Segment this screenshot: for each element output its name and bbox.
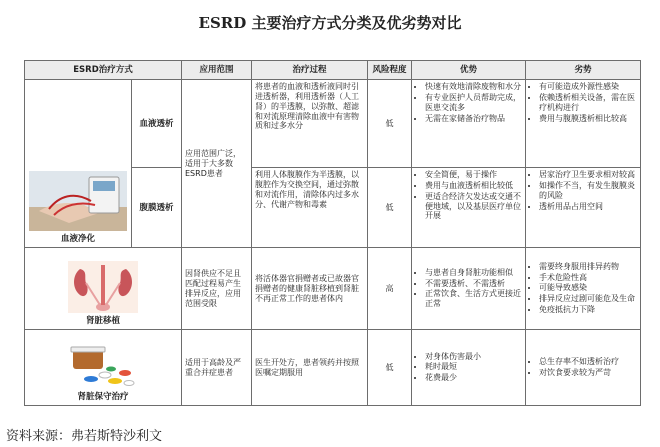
transplant-pros [412, 248, 526, 330]
table-row [25, 330, 641, 406]
pills-illustration [63, 345, 143, 389]
transplant-label: 肾脏移植 [85, 316, 120, 326]
list-item: • 依赖透析相关设备，需在医疗机构进行 [539, 93, 637, 113]
list-item: • 如操作不当，有发生腹膜炎的风险 [539, 181, 637, 201]
peritoneal-label: 腹膜透析 [132, 168, 182, 248]
kidney-illustration [68, 261, 138, 313]
list-item: • 居家治疗卫生要求相对较高 [539, 170, 637, 180]
conservative-cell [25, 330, 182, 406]
conservative-cons [526, 330, 641, 406]
transplant-cons [526, 248, 641, 330]
list-item: • 无需在家储备治疗物品 [425, 114, 522, 124]
header-cons: 劣势 [526, 61, 641, 80]
list-item: • 免疫抵抗力下降 [539, 305, 637, 315]
hemodialysis-label: 血液透析 [132, 80, 182, 168]
header-row [25, 61, 641, 80]
list-item: • 更适合经济欠发达或交通不便地域，以及基层医疗单位开展 [425, 192, 522, 221]
list-item: • 有可能造成外源性感染 [539, 82, 637, 92]
peritoneal-pros [412, 168, 526, 248]
list-item: • 需要终身服用排异药物 [539, 262, 637, 272]
blood-purification-label: 血液净化 [60, 234, 95, 244]
table-row [25, 80, 641, 168]
peritoneal-risk: 低 [368, 168, 412, 248]
page-title: ESRD 主要治疗方式分类及优劣势对比 [198, 14, 462, 32]
list-item: • 费用与血液透析相比较低 [425, 181, 522, 191]
conservative-pros [412, 330, 526, 406]
header-scope: 应用范围 [182, 61, 252, 80]
transplant-process: 将活体器官捐赠者或已故器官捐赠者的健康肾脏移植到肾脏不再正常工作的患者体内 [252, 248, 368, 330]
transplant-risk: 高 [368, 248, 412, 330]
list-item: • 与患者自身肾脏功能相似 [425, 268, 522, 278]
list-item: • 排异反应过剧可能危及生命 [539, 294, 637, 304]
conservative-scope: 适用于高龄及严重合并症患者 [182, 330, 252, 406]
header-process: 治疗过程 [252, 61, 368, 80]
header-risk: 风险程度 [368, 61, 412, 80]
list-item: • 正常饮食、生活方式更接近正常 [425, 289, 522, 309]
hemo-cons [526, 80, 641, 168]
conservative-risk: 低 [368, 330, 412, 406]
list-item: • 对身体伤害最小 [425, 352, 522, 362]
source-note: 资料来源：弗若斯特沙利文 [6, 429, 163, 444]
list-item: • 耗时最短 [425, 362, 522, 372]
list-item: • 有专业医护人员帮助完成，医患交流多 [425, 93, 522, 113]
list-item: • 安全简便，易于操作 [425, 170, 522, 180]
header-mode: ESRD治疗方式 [25, 61, 182, 80]
list-item: • 可能导致感染 [539, 283, 637, 293]
transplant-cell [25, 248, 182, 330]
transplant-scope: 因肾供应不足且匹配过程易产生排异反应，应用范围受限 [182, 248, 252, 330]
conservative-label: 肾脏保守治疗 [77, 392, 129, 402]
list-item: • 不需要透析、不需透析 [425, 279, 522, 289]
list-item: • 手术危险性高 [539, 273, 637, 283]
list-item: • 费用与腹膜透析相比较高 [539, 114, 637, 124]
list-item: • 透析用品占用空间 [539, 202, 637, 212]
hemo-process: 将患者的血液和透析液同时引进透析器，利用透析器（人工肾）的半透膜，以弥散、超滤和对流原理清除血液中有害物质和过多水分 [252, 80, 368, 168]
dialysis-photo [29, 171, 127, 231]
table-row [25, 248, 641, 330]
comparison-table [24, 60, 641, 406]
header-pros: 优势 [412, 61, 526, 80]
list-item: • 快速有效地清除废物和水分 [425, 82, 522, 92]
peritoneal-cons [526, 168, 641, 248]
hemo-pros [412, 80, 526, 168]
blood-purification-cell [25, 80, 132, 248]
conservative-process: 医生开处方，患者领药并按照医嘱定期服用 [252, 330, 368, 406]
blood-scope: 应用范围广泛，适用于大多数ESRD患者 [182, 80, 252, 248]
hemo-risk: 低 [368, 80, 412, 168]
list-item: • 总生存率不如透析治疗 [539, 357, 637, 367]
list-item: • 花费最少 [425, 373, 522, 383]
peritoneal-process: 利用人体腹膜作为半透膜，以腹腔作为交换空间，通过弥散和对流作用，清除体内过多水分、代谢产物和毒素 [252, 168, 368, 248]
list-item: • 对饮食要求较为严苛 [539, 368, 637, 378]
